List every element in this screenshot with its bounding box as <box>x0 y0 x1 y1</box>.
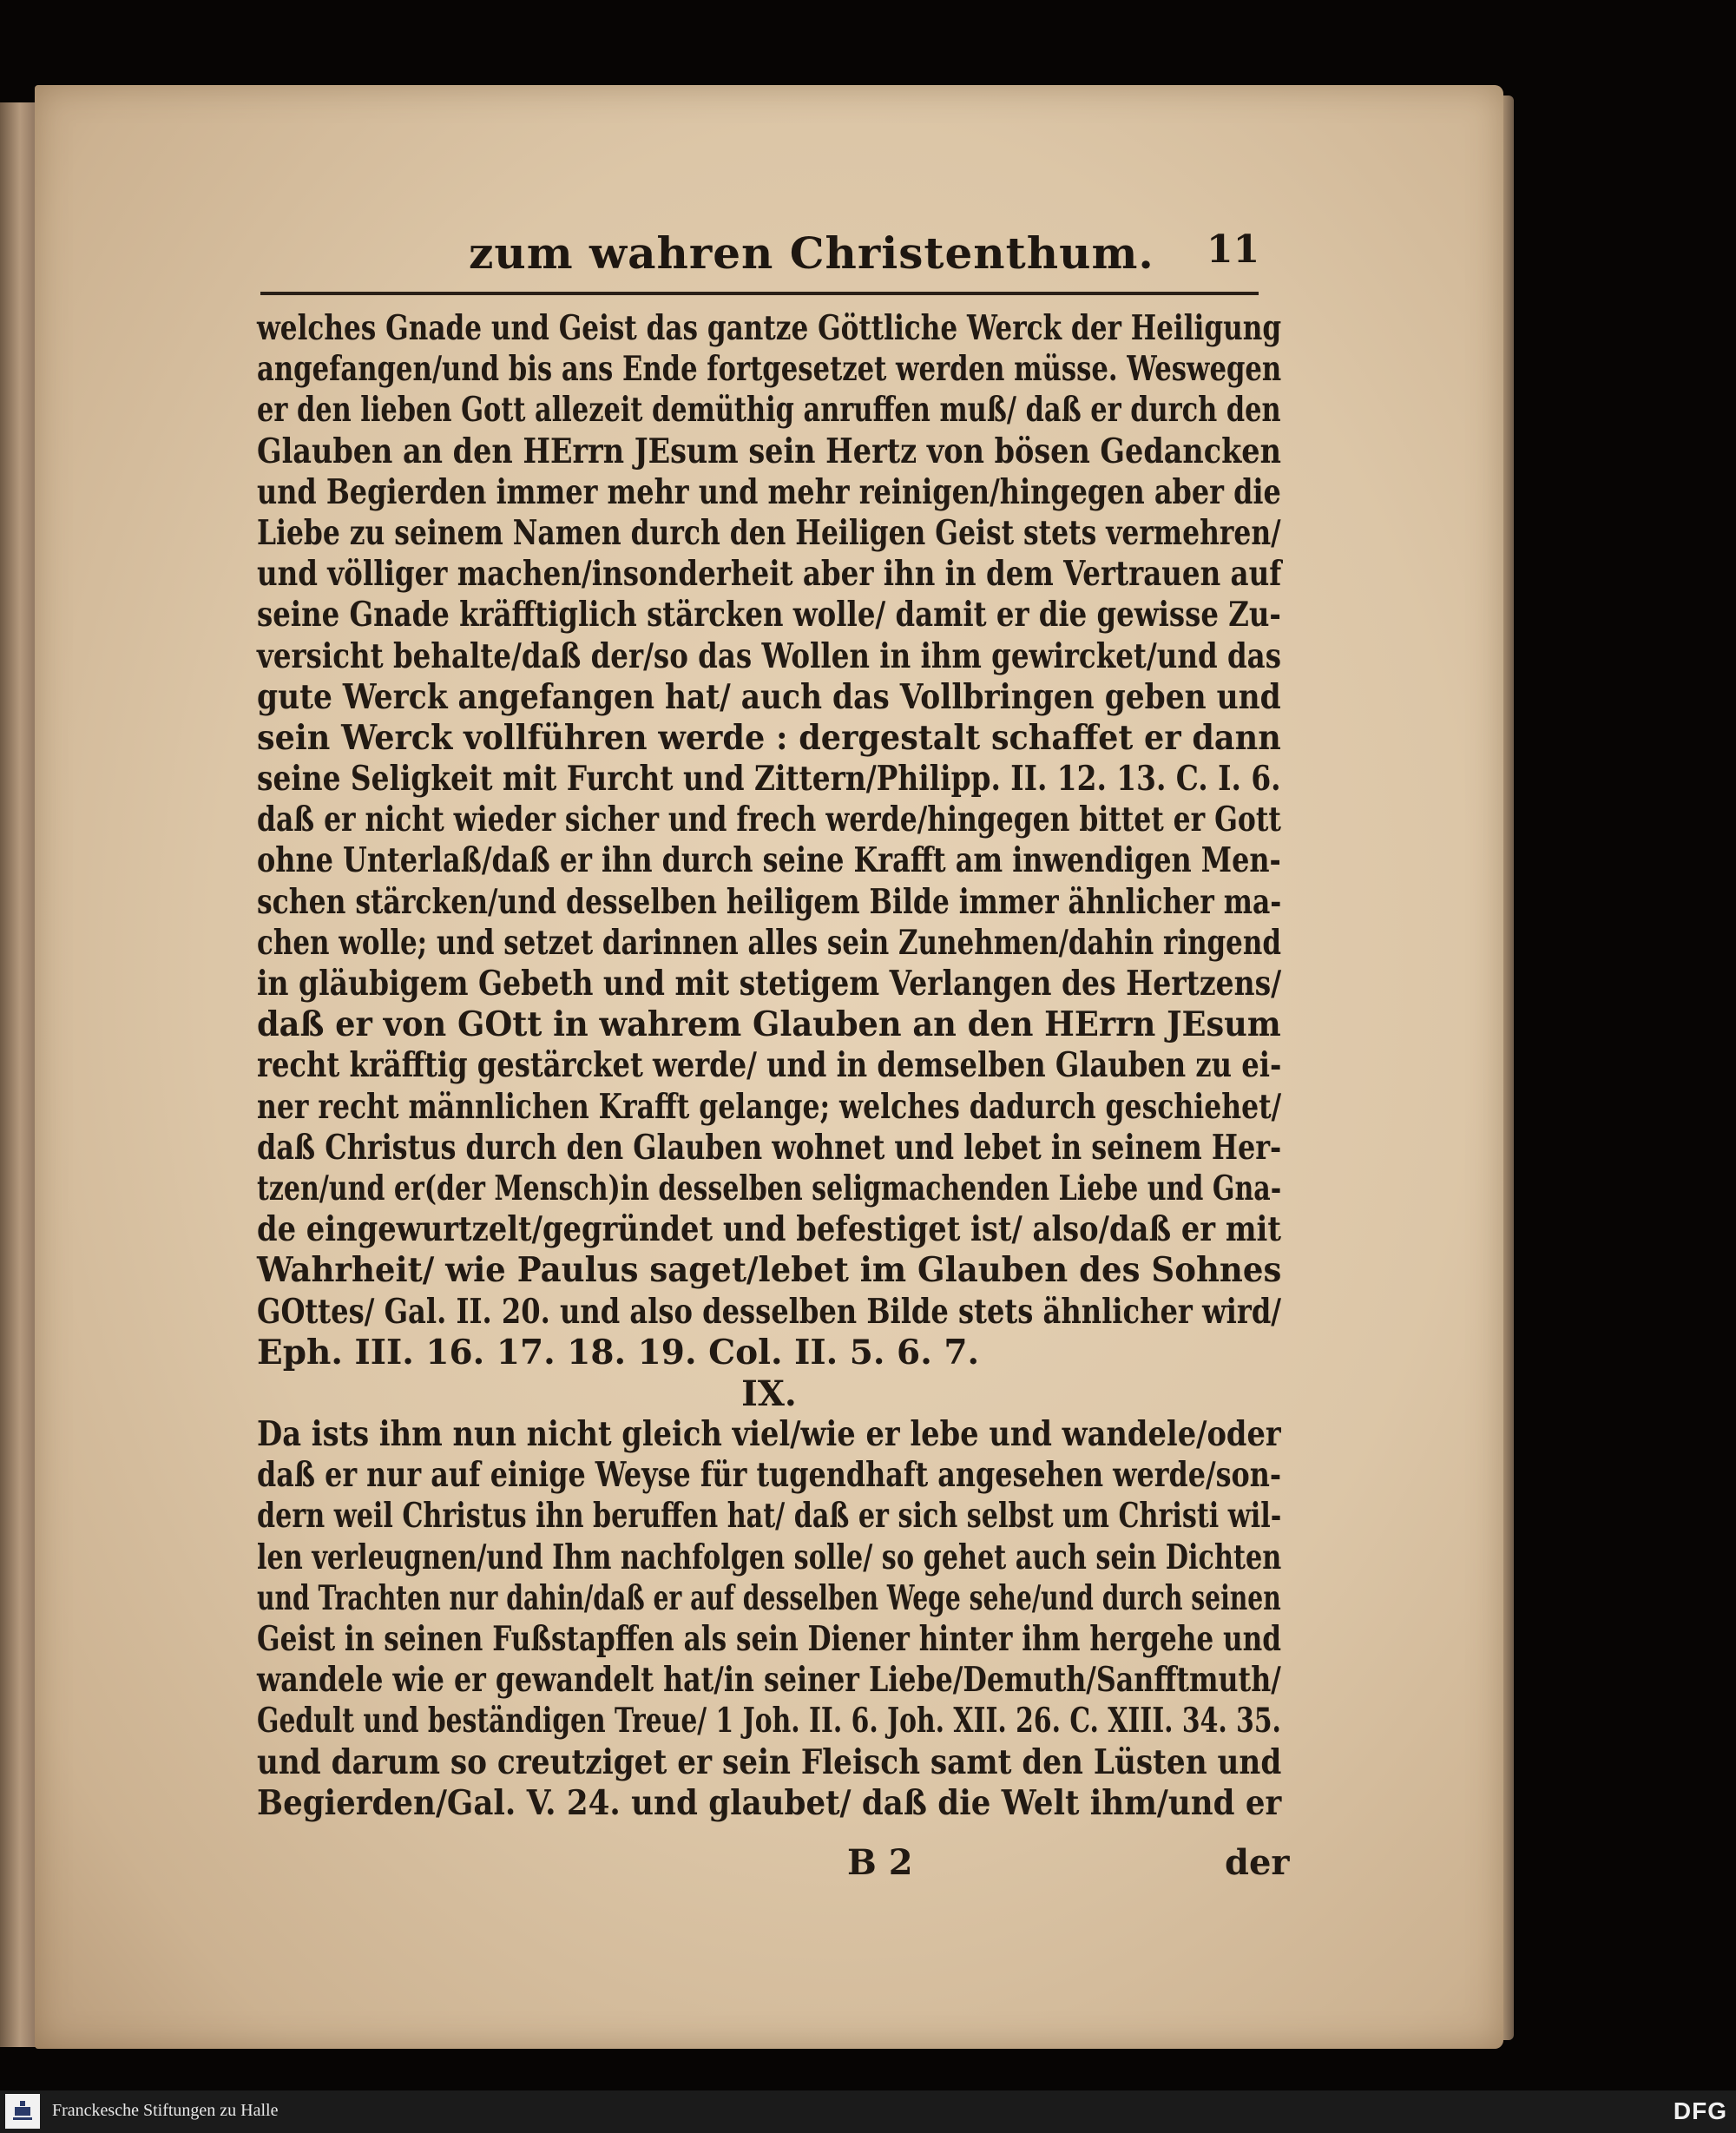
text-line: und völliger machen/insonderheit aber ihn in dem Vertrauen auf <box>257 554 1282 595</box>
text-line: versicht behalte/daß der/so das Wollen in ihm gewircket/und das <box>257 635 1282 676</box>
catchword: der <box>1225 1842 1290 1883</box>
text-line: chen wolle; und setzet darinnen alles sein Zunehmen/dahin ringend <box>257 922 1281 963</box>
running-title: zum wahren Christenthum. <box>469 227 1154 279</box>
text-line: und darum so creutziget er sein Fleisch samt den Lüsten und <box>257 1741 1282 1782</box>
francke-foundation-logo-icon[interactable] <box>5 2094 40 2129</box>
viewer-footer-bar <box>0 2090 1736 2133</box>
text-line: Liebe zu seinem Namen durch den Heiligen Geist stets vermehren/ <box>257 512 1281 553</box>
text-line: und Begierden immer mehr und mehr reinigen/hingegen aber die <box>257 471 1281 512</box>
text-line: daß er nur auf einige Weyse für tugendhaft angesehen werde/son- <box>257 1455 1282 1496</box>
text-line: Da ists ihm nun nicht gleich viel/wie er lebe und wandele/oder <box>257 1414 1281 1455</box>
text-line: in gläubigem Gebeth und mit stetigem Verlangen des Hertzens/ <box>257 964 1282 1004</box>
text-line: daß er nicht wieder sicher und frech werde/hingegen bittet er Gott <box>257 800 1281 840</box>
text-line: Glauben an den HErrn JEsum sein Hertz von bösen Gedancken <box>257 431 1281 471</box>
previous-leaf-edge <box>0 102 38 2047</box>
text-line: seine Gnade kräfftiglich stärcken wolle/ damit er die gewisse Zu- <box>257 595 1281 635</box>
signature-mark: B 2 <box>847 1842 913 1883</box>
text-line: sein Werck vollführen werde : dergestalt schaffet er dann <box>257 717 1281 758</box>
text-line: Eph. III. 16. 17. 18. 19. Col. II. 5. 6. 7. <box>257 1332 980 1373</box>
text-line: gute Werck angefangen hat/ auch das Vollbringen geben und <box>257 676 1281 717</box>
text-line: angefangen/und bis ans Ende fortgesetzet werden müsse. Weswegen <box>257 349 1282 390</box>
text-line: schen stärcken/und desselben heiligem Bilde immer ähnlicher ma- <box>257 881 1282 922</box>
page-footer <box>257 1842 1290 1886</box>
institution-name[interactable]: Franckesche Stiftungen zu Halle <box>52 2101 279 2120</box>
text-line: ner recht männlichen Krafft gelange; welches dadurch geschiehet/ <box>257 1086 1282 1127</box>
text-line: daß Christus durch den Glauben wohnet und lebet in seinem Her- <box>257 1127 1282 1168</box>
text-line: tzen/und er(der Mensch)in desselben seligmachenden Liebe und Gna- <box>257 1168 1282 1208</box>
header-rule <box>260 292 1259 295</box>
text-line: Begierden/Gal. V. 24. und glaubet/ daß die Welt ihm/und er <box>257 1782 1282 1823</box>
page-header <box>260 227 1259 297</box>
institution-logo-icon <box>10 2098 36 2124</box>
text-line: recht kräfftig gestärcket werde/ und in demselben Glauben zu ei- <box>257 1045 1282 1086</box>
text-line: de eingewurtzelt/gegründet und befestiget ist/ also/daß er mit <box>257 1209 1281 1250</box>
section-heading: IX. <box>741 1373 797 1414</box>
text-line: daß er von GOtt in wahrem Glauben an den HErrn JEsum <box>257 1004 1281 1045</box>
text-line: dern weil Christus ihn beruffen hat/ daß er sich selbst um Christi wil- <box>257 1496 1282 1537</box>
text-line: ohne Unterlaß/daß er ihn durch seine Krafft am inwendigen Men- <box>257 840 1281 881</box>
text-line: len verleugnen/und Ihm nachfolgen solle/ so gehet auch sein Dichten <box>257 1537 1282 1577</box>
text-line: er den lieben Gott allezeit demüthig anruffen muß/ daß er durch den <box>257 390 1281 431</box>
text-line: seine Seligkeit mit Furcht und Zittern/Philipp. II. 12. 13. C. I. 6. <box>257 759 1281 800</box>
text-line: Gedult und beständigen Treue/ 1 Joh. II. 6. Joh. XII. 26. C. XIII. 34. 35. <box>257 1701 1281 1741</box>
text-line: und Trachten nur dahin/daß er auf desselben Wege sehe/und durch seinen <box>257 1577 1281 1618</box>
page-body <box>257 308 1281 1824</box>
text-line: Geist in seinen Fußstapffen als sein Diener hinter ihm hergehe und <box>257 1619 1282 1659</box>
dfg-logo[interactable]: DFG <box>1673 2097 1727 2124</box>
text-line: Wahrheit/ wie Paulus saget/lebet im Glauben des Sohnes <box>257 1250 1282 1291</box>
text-line: welches Gnade und Geist das gantze Göttliche Werck der Heiligung <box>257 308 1282 348</box>
text-line: wandele wie er gewandelt hat/in seiner Liebe/Demuth/Sanfftmuth/ <box>257 1660 1281 1701</box>
page-number: 11 <box>1207 227 1260 272</box>
page-edge <box>1503 95 1514 2040</box>
text-line: GOttes/ Gal. II. 20. und also desselben Bilde stets ähnlicher wird/ <box>257 1291 1282 1332</box>
